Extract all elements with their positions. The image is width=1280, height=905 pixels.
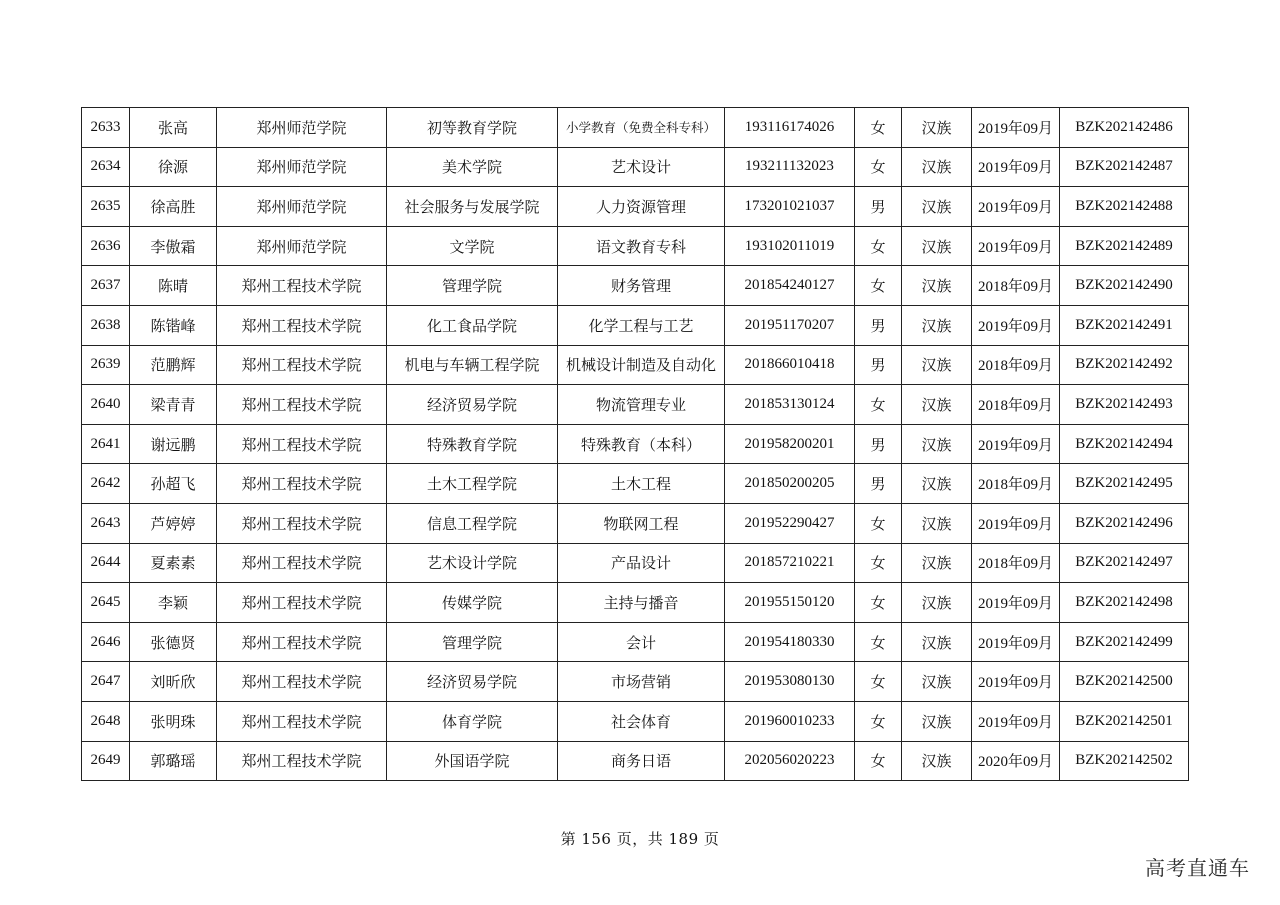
cell-school: 郑州工程技术学院 — [217, 424, 387, 464]
table-row — [82, 503, 1189, 543]
roster-body — [82, 108, 1189, 781]
cell-ethnicity: 汉族 — [902, 622, 972, 662]
cell-name: 芦婷婷 — [130, 503, 217, 543]
cell-student-id: 201958200201 — [725, 424, 855, 464]
cell-gender: 女 — [855, 701, 902, 741]
cell-enroll-date: 2018年09月 — [972, 266, 1060, 306]
cell-seq: 2641 — [82, 424, 130, 464]
cell-name: 郭璐瑶 — [130, 741, 217, 781]
cell-ethnicity: 汉族 — [902, 543, 972, 583]
cell-seq: 2634 — [82, 147, 130, 187]
cell-college: 艺术设计学院 — [387, 543, 558, 583]
cell-gender: 男 — [855, 345, 902, 385]
cell-ethnicity: 汉族 — [902, 187, 972, 227]
cell-student-id: 193211132023 — [725, 147, 855, 187]
cell-gender: 男 — [855, 305, 902, 345]
cell-ethnicity: 汉族 — [902, 266, 972, 306]
cell-college: 特殊教育学院 — [387, 424, 558, 464]
cell-major: 土木工程 — [558, 464, 725, 504]
cell-major: 机械设计制造及自动化 — [558, 345, 725, 385]
cell-major: 特殊教育（本科） — [558, 424, 725, 464]
cell-major: 产品设计 — [558, 543, 725, 583]
cell-enroll-date: 2019年09月 — [972, 662, 1060, 702]
cell-college: 土木工程学院 — [387, 464, 558, 504]
cell-enroll-date: 2019年09月 — [972, 108, 1060, 148]
watermark-text: 高考直通车 — [1145, 856, 1250, 880]
cell-college: 文学院 — [387, 226, 558, 266]
cell-major: 人力资源管理 — [558, 187, 725, 227]
cell-enroll-date: 2018年09月 — [972, 345, 1060, 385]
cell-cert-no: BZK202142496 — [1060, 503, 1189, 543]
cell-major: 会计 — [558, 622, 725, 662]
cell-major: 小学教育（免费全科专科） — [558, 108, 725, 148]
cell-cert-no: BZK202142497 — [1060, 543, 1189, 583]
cell-seq: 2637 — [82, 266, 130, 306]
cell-enroll-date: 2019年09月 — [972, 701, 1060, 741]
table-row — [82, 622, 1189, 662]
cell-ethnicity: 汉族 — [902, 108, 972, 148]
cell-ethnicity: 汉族 — [902, 503, 972, 543]
cell-enroll-date: 2019年09月 — [972, 583, 1060, 623]
cell-school: 郑州工程技术学院 — [217, 305, 387, 345]
cell-cert-no: BZK202142488 — [1060, 187, 1189, 227]
table-row — [82, 741, 1189, 781]
cell-seq: 2649 — [82, 741, 130, 781]
table-row — [82, 266, 1189, 306]
cell-gender: 女 — [855, 622, 902, 662]
cell-cert-no: BZK202142494 — [1060, 424, 1189, 464]
cell-major: 语文教育专科 — [558, 226, 725, 266]
cell-gender: 女 — [855, 503, 902, 543]
cell-school: 郑州工程技术学院 — [217, 741, 387, 781]
cell-major: 艺术设计 — [558, 147, 725, 187]
cell-name: 刘昕欣 — [130, 662, 217, 702]
cell-ethnicity: 汉族 — [902, 147, 972, 187]
cell-student-id: 193116174026 — [725, 108, 855, 148]
cell-college: 初等教育学院 — [387, 108, 558, 148]
cell-major: 化学工程与工艺 — [558, 305, 725, 345]
cell-school: 郑州师范学院 — [217, 147, 387, 187]
cell-student-id: 201953080130 — [725, 662, 855, 702]
cell-enroll-date: 2019年09月 — [972, 305, 1060, 345]
cell-ethnicity: 汉族 — [902, 385, 972, 425]
cell-seq: 2646 — [82, 622, 130, 662]
page-number: 第 156 页，共 189 页 — [560, 830, 720, 848]
cell-school: 郑州工程技术学院 — [217, 464, 387, 504]
cell-college: 外国语学院 — [387, 741, 558, 781]
cell-cert-no: BZK202142501 — [1060, 701, 1189, 741]
cell-cert-no: BZK202142491 — [1060, 305, 1189, 345]
cell-name: 李颖 — [130, 583, 217, 623]
cell-student-id: 193102011019 — [725, 226, 855, 266]
cell-cert-no: BZK202142487 — [1060, 147, 1189, 187]
cell-name: 张德贤 — [130, 622, 217, 662]
cell-cert-no: BZK202142489 — [1060, 226, 1189, 266]
table-row — [82, 464, 1189, 504]
cell-cert-no: BZK202142493 — [1060, 385, 1189, 425]
cell-cert-no: BZK202142495 — [1060, 464, 1189, 504]
cell-student-id: 201853130124 — [725, 385, 855, 425]
cell-gender: 女 — [855, 583, 902, 623]
cell-ethnicity: 汉族 — [902, 345, 972, 385]
cell-student-id: 201951170207 — [725, 305, 855, 345]
cell-student-id: 201866010418 — [725, 345, 855, 385]
cell-enroll-date: 2018年09月 — [972, 543, 1060, 583]
cell-major: 市场营销 — [558, 662, 725, 702]
cell-name: 陈晴 — [130, 266, 217, 306]
cell-enroll-date: 2018年09月 — [972, 464, 1060, 504]
cell-seq: 2640 — [82, 385, 130, 425]
cell-seq: 2636 — [82, 226, 130, 266]
cell-major: 主持与播音 — [558, 583, 725, 623]
cell-enroll-date: 2020年09月 — [972, 741, 1060, 781]
cell-seq: 2644 — [82, 543, 130, 583]
cell-student-id: 201857210221 — [725, 543, 855, 583]
cell-cert-no: BZK202142499 — [1060, 622, 1189, 662]
cell-student-id: 173201021037 — [725, 187, 855, 227]
cell-school: 郑州工程技术学院 — [217, 266, 387, 306]
cell-college: 化工食品学院 — [387, 305, 558, 345]
cell-gender: 女 — [855, 226, 902, 266]
cell-name: 张明珠 — [130, 701, 217, 741]
cell-cert-no: BZK202142502 — [1060, 741, 1189, 781]
cell-college: 经济贸易学院 — [387, 662, 558, 702]
cell-name: 孙超飞 — [130, 464, 217, 504]
cell-student-id: 201960010233 — [725, 701, 855, 741]
table-row — [82, 187, 1189, 227]
table-row — [82, 662, 1189, 702]
cell-school: 郑州师范学院 — [217, 187, 387, 227]
cell-student-id: 201952290427 — [725, 503, 855, 543]
cell-school: 郑州工程技术学院 — [217, 662, 387, 702]
student-roster-table — [81, 107, 1189, 781]
cell-ethnicity: 汉族 — [902, 305, 972, 345]
table-row — [82, 583, 1189, 623]
table-row — [82, 147, 1189, 187]
cell-school: 郑州师范学院 — [217, 108, 387, 148]
cell-cert-no: BZK202142490 — [1060, 266, 1189, 306]
cell-cert-no: BZK202142486 — [1060, 108, 1189, 148]
cell-ethnicity: 汉族 — [902, 662, 972, 702]
table-row — [82, 701, 1189, 741]
cell-enroll-date: 2019年09月 — [972, 503, 1060, 543]
cell-school: 郑州工程技术学院 — [217, 701, 387, 741]
cell-ethnicity: 汉族 — [902, 226, 972, 266]
cell-school: 郑州工程技术学院 — [217, 622, 387, 662]
cell-college: 管理学院 — [387, 266, 558, 306]
cell-name: 陈锴峰 — [130, 305, 217, 345]
cell-major: 物联网工程 — [558, 503, 725, 543]
cell-gender: 女 — [855, 662, 902, 702]
cell-seq: 2635 — [82, 187, 130, 227]
table-row — [82, 345, 1189, 385]
cell-college: 社会服务与发展学院 — [387, 187, 558, 227]
table-row — [82, 385, 1189, 425]
cell-seq: 2647 — [82, 662, 130, 702]
cell-major: 物流管理专业 — [558, 385, 725, 425]
cell-student-id: 201850200205 — [725, 464, 855, 504]
cell-seq: 2638 — [82, 305, 130, 345]
cell-student-id: 201854240127 — [725, 266, 855, 306]
cell-ethnicity: 汉族 — [902, 583, 972, 623]
cell-seq: 2642 — [82, 464, 130, 504]
cell-gender: 男 — [855, 464, 902, 504]
cell-school: 郑州工程技术学院 — [217, 345, 387, 385]
cell-ethnicity: 汉族 — [902, 464, 972, 504]
table-row — [82, 226, 1189, 266]
cell-student-id: 201954180330 — [725, 622, 855, 662]
cell-enroll-date: 2019年09月 — [972, 147, 1060, 187]
cell-name: 夏素素 — [130, 543, 217, 583]
cell-major: 商务日语 — [558, 741, 725, 781]
cell-college: 管理学院 — [387, 622, 558, 662]
cell-college: 传媒学院 — [387, 583, 558, 623]
cell-school: 郑州工程技术学院 — [217, 583, 387, 623]
cell-gender: 男 — [855, 424, 902, 464]
cell-major: 社会体育 — [558, 701, 725, 741]
cell-seq: 2643 — [82, 503, 130, 543]
cell-seq: 2648 — [82, 701, 130, 741]
cell-enroll-date: 2019年09月 — [972, 424, 1060, 464]
cell-gender: 女 — [855, 741, 902, 781]
table-row — [82, 543, 1189, 583]
cell-college: 体育学院 — [387, 701, 558, 741]
cell-gender: 男 — [855, 187, 902, 227]
cell-name: 张高 — [130, 108, 217, 148]
cell-seq: 2639 — [82, 345, 130, 385]
cell-name: 徐源 — [130, 147, 217, 187]
cell-school: 郑州工程技术学院 — [217, 543, 387, 583]
cell-ethnicity: 汉族 — [902, 741, 972, 781]
cell-college: 经济贸易学院 — [387, 385, 558, 425]
cell-student-id: 201955150120 — [725, 583, 855, 623]
cell-name: 谢远鹏 — [130, 424, 217, 464]
table-row — [82, 305, 1189, 345]
cell-gender: 女 — [855, 543, 902, 583]
cell-college: 信息工程学院 — [387, 503, 558, 543]
table-row — [82, 108, 1189, 148]
cell-name: 梁青青 — [130, 385, 217, 425]
cell-ethnicity: 汉族 — [902, 701, 972, 741]
cell-cert-no: BZK202142492 — [1060, 345, 1189, 385]
cell-enroll-date: 2019年09月 — [972, 622, 1060, 662]
cell-name: 徐高胜 — [130, 187, 217, 227]
cell-enroll-date: 2019年09月 — [972, 226, 1060, 266]
table-row — [82, 424, 1189, 464]
cell-school: 郑州师范学院 — [217, 226, 387, 266]
cell-cert-no: BZK202142500 — [1060, 662, 1189, 702]
cell-college: 机电与车辆工程学院 — [387, 345, 558, 385]
cell-gender: 女 — [855, 108, 902, 148]
cell-school: 郑州工程技术学院 — [217, 385, 387, 425]
cell-gender: 女 — [855, 147, 902, 187]
cell-major: 财务管理 — [558, 266, 725, 306]
cell-student-id: 202056020223 — [725, 741, 855, 781]
cell-name: 范鹏辉 — [130, 345, 217, 385]
cell-seq: 2633 — [82, 108, 130, 148]
cell-ethnicity: 汉族 — [902, 424, 972, 464]
cell-school: 郑州工程技术学院 — [217, 503, 387, 543]
cell-cert-no: BZK202142498 — [1060, 583, 1189, 623]
cell-enroll-date: 2018年09月 — [972, 385, 1060, 425]
cell-gender: 女 — [855, 266, 902, 306]
cell-gender: 女 — [855, 385, 902, 425]
cell-seq: 2645 — [82, 583, 130, 623]
cell-name: 李傲霜 — [130, 226, 217, 266]
cell-enroll-date: 2019年09月 — [972, 187, 1060, 227]
cell-college: 美术学院 — [387, 147, 558, 187]
